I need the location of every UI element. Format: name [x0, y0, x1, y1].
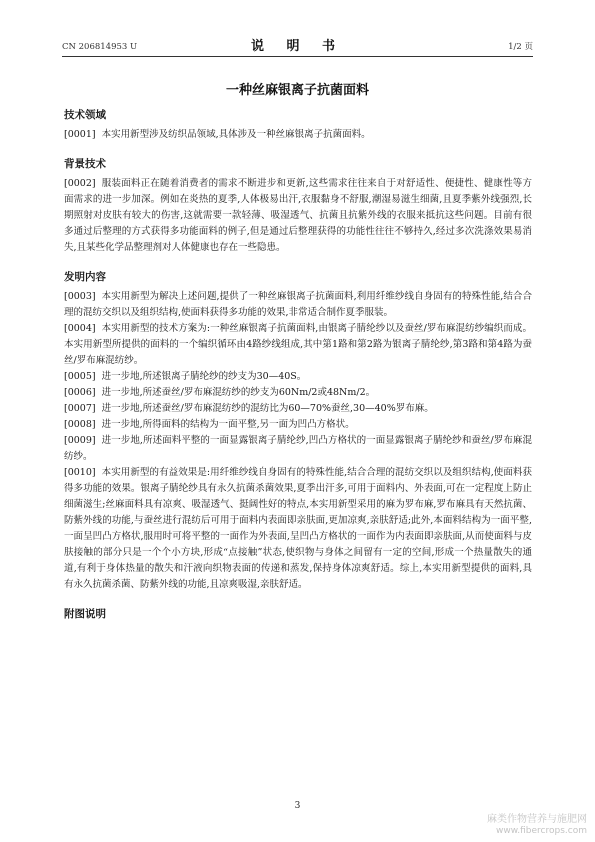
- paragraph-text: 本实用新型涉及纺织品领域,具体涉及一种丝麻银离子抗菌面料。: [101, 129, 371, 140]
- paragraph-number: [0003]: [64, 291, 96, 302]
- paragraph-0006: [64, 385, 532, 401]
- paragraph-number: [0006]: [64, 387, 96, 398]
- section-drawings: [64, 607, 532, 621]
- paragraph-text: 进一步地,所述蚕丝/罗布麻混纺纱的纱支为60Nm/2或48Nm/2。: [101, 387, 376, 398]
- paragraph-0005: [64, 369, 532, 385]
- paragraph-text: 本实用新型的技术方案为:一种丝麻银离子抗菌面料,由银离子腈纶纱以及蚕丝/罗布麻混纺纱编织而成。本实用新型所提供的面料的一个编织循环由4路纱线组成,其中第1路和第2路为银离子腈纶纱,第3路和第4路为蚕丝/罗布麻混纺纱。: [64, 323, 532, 366]
- paragraph-text: 服装面料正在随着消费者的需求不断进步和更新,这些需求往往来自于对舒适性、便捷性、健康性等方面需求的进一步加深。例如在炎热的夏季,人体极易出汗,衣服黏身不舒服,潮湿易滋生细菌,且夏季紫外线强烈,长期照射对皮肤有较大的伤害,这就需要一款轻薄、吸湿透气、抗菌且抗紫外线的衣服来抵抗这些问题。目前有很多通过后整理的方式获得多功能面料的例子,但是通过后整理获得的功能性往往不够持久,经过多次洗涤效果易消失,且某些化学品整理剂对人体健康也存在一些隐患。: [64, 178, 532, 253]
- paragraph-0008: [64, 417, 532, 433]
- paragraph-0004: [64, 321, 532, 369]
- paragraph-0009: [64, 433, 532, 465]
- patent-number: CN 206814953 U: [62, 42, 138, 52]
- paragraph-text: 进一步地,所述面料平整的一面显露银离子腈纶纱,凹凸方格状的一面显露银离子腈纶纱和蚕丝/罗布麻混纺纱。: [64, 435, 532, 462]
- page-indicator: 1/2 页: [508, 42, 533, 52]
- page-number: 3: [294, 801, 301, 811]
- watermark-site-name: 麻类作物营养与施肥网: [487, 814, 587, 825]
- paragraph-0001: [64, 127, 532, 143]
- paragraph-number: [0010]: [64, 467, 96, 478]
- site-watermark: [447, 810, 587, 836]
- section-heading: 附图说明: [64, 608, 106, 620]
- patent-title: 一种丝麻银离子抗菌面料: [225, 83, 369, 98]
- paragraph-text: 本实用新型为解决上述问题,提供了一种丝麻银离子抗菌面料,利用纤维纱线自身固有的特殊性能,结合合理的混纺交织以及组织结构,使面料获得多功能的效果,非常适合制作夏季服装。: [64, 291, 532, 318]
- paragraph-number: [0005]: [64, 371, 96, 382]
- header-divider: [62, 56, 533, 57]
- paragraph-text: 进一步地,所述银离子腈纶纱的纱支为30—40S。: [101, 371, 307, 382]
- paragraph-0002: [64, 176, 532, 256]
- paragraph-number: [0002]: [64, 178, 96, 189]
- paragraph-0003: [64, 289, 532, 321]
- document-body: [64, 108, 532, 635]
- section-tech-field: [64, 108, 532, 143]
- paragraph-number: [0001]: [64, 129, 96, 140]
- section-content: [64, 270, 532, 593]
- document-type-title: 说 明 书: [250, 39, 345, 54]
- paragraph-number: [0007]: [64, 403, 96, 414]
- section-heading: 发明内容: [64, 271, 106, 283]
- paragraph-0010: [64, 465, 532, 593]
- section-background: [64, 157, 532, 256]
- paragraph-0007: [64, 401, 532, 417]
- paragraph-text: 本实用新型的有益效果是:用纤维纱线自身固有的特殊性能,结合合理的混纺交织以及组织结构,使面料获得多功能的效果。银离子腈纶纱具有永久抗菌杀菌效果,夏季出汗多,可用于面料内、外表面,可在一定程度上防止细菌滋生;丝麻面料具有凉爽、吸湿透气、挺阔性好的特点,本实用新型采用的麻为罗布麻,罗布麻具有天然抗菌、防紫外线的功能,与蚕丝进行混纺后可用于面料内表面即亲肤面,更加凉爽,亲肤舒适;此外,本面料结构为一面平整,一面呈凹凸方格状,服用时可将平整的一面作为外表面,呈凹凸方格状的一面作为内表面即亲肤面,从而使面料与皮肤接触的部分只是一个个小方块,形成“点接触”状态,使织物与身体之间留有一定的空间,形成一个热量散失的通道,有利于身体热量的散失和汗液向织物表面的传递和蒸发,保持身体凉爽舒适。综上,本实用新型提供的面料,具有永久抗菌杀菌、防紫外线的功能,且凉爽吸湿,亲肤舒适。: [64, 467, 532, 590]
- paragraph-number: [0004]: [64, 323, 96, 334]
- paragraph-text: 进一步地,所述蚕丝/罗布麻混纺纱的混纺比为60—70%蚕丝,30—40%罗布麻。: [101, 403, 434, 414]
- watermark-url: www.fibercrops.com: [496, 826, 587, 836]
- paragraph-number: [0008]: [64, 419, 96, 430]
- paragraph-text: 进一步地,所得面料的结构为一面平整,另一面为凹凸方格状。: [101, 419, 355, 430]
- section-heading: 技术领域: [64, 109, 106, 121]
- paragraph-number: [0009]: [64, 435, 96, 446]
- section-heading: 背景技术: [64, 158, 106, 170]
- page-header: [62, 34, 533, 56]
